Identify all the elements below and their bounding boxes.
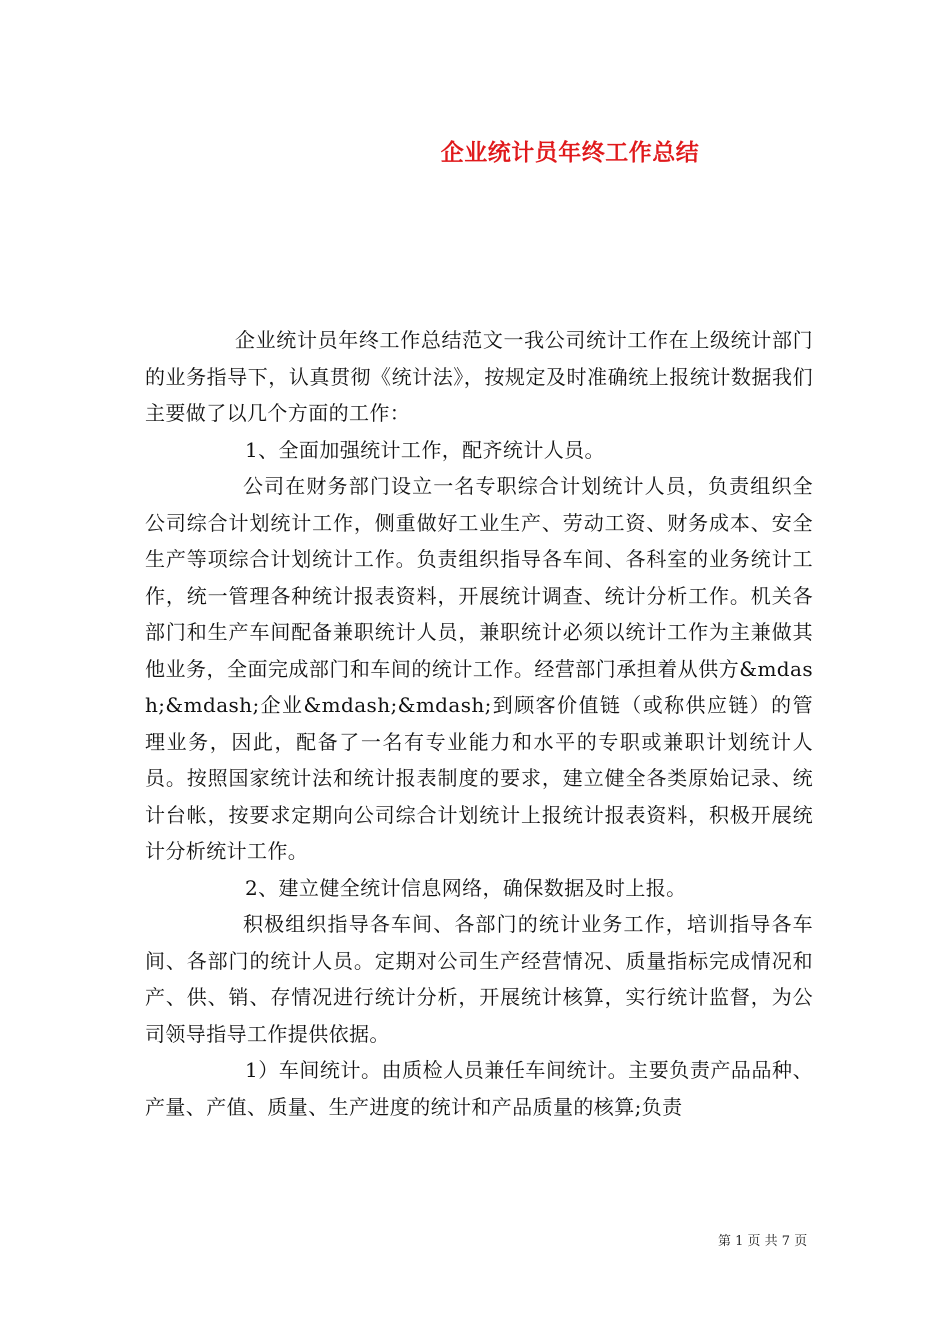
section-heading-2: 2、建立健全统计信息网络，确保数据及时上报。 (245, 875, 687, 900)
section-heading-1: 1、全面加强统计工作，配齐统计人员。 (245, 437, 605, 462)
document-body (145, 322, 813, 1125)
paragraph-section-1: 公司在财务部门设立一名专职综合计划统计人员，负责组织全公司综合计划统计工作，侧重做好工业生产、劳动工资、财务成本、安全生产等项综合计划统计工作。负责组织指导各车间、各科室的业务统计工作，统一管理各种统计报表资料，开展统计调查、统计分析工作。机关各部门和生产车间配备兼职统计人员，兼职统计必须以统计工作为主兼做其他业务，全面完成部门和车间的统计工作。经营部门承担着从供方&mdash;&mdash;企业&mdash;&mdash;到顾客价值链（或称供应链）的管理业务，因此，配备了一名有专业能力和水平的专职或兼职计划统计人员。按照国家统计法和统计报表制度的要求，建立健全各类原始记录、统计台帐，按要求定期向公司综合计划统计上报统计报表资料，积极开展统计分析统计工作。 (145, 474, 813, 863)
paragraph-intro: 企业统计员年终工作总结范文一我公司统计工作在上级统计部门的业务指导下，认真贯彻《统计法》，按规定及时准确统上报统计数据我们主要做了以几个方面的工作： (145, 328, 813, 425)
paragraph-subsection-1: 1）车间统计。由质检人员兼任车间统计。主要负责产品品种、产量、产值、质量、生产进度的统计和产品质量的核算;负责 (145, 1058, 813, 1119)
paragraph-section-2: 积极组织指导各车间、各部门的统计业务工作，培训指导各车间、各部门的统计人员。定期对公司生产经营情况、质量指标完成情况和产、供、销、存情况进行统计分析，开展统计核算，实行统计监督，为公司领导指导工作提供依据。 (145, 912, 813, 1046)
page-title: 企业统计员年终工作总结 (440, 140, 700, 166)
page-number: 第 1 页 共 7 页 (718, 1234, 808, 1249)
